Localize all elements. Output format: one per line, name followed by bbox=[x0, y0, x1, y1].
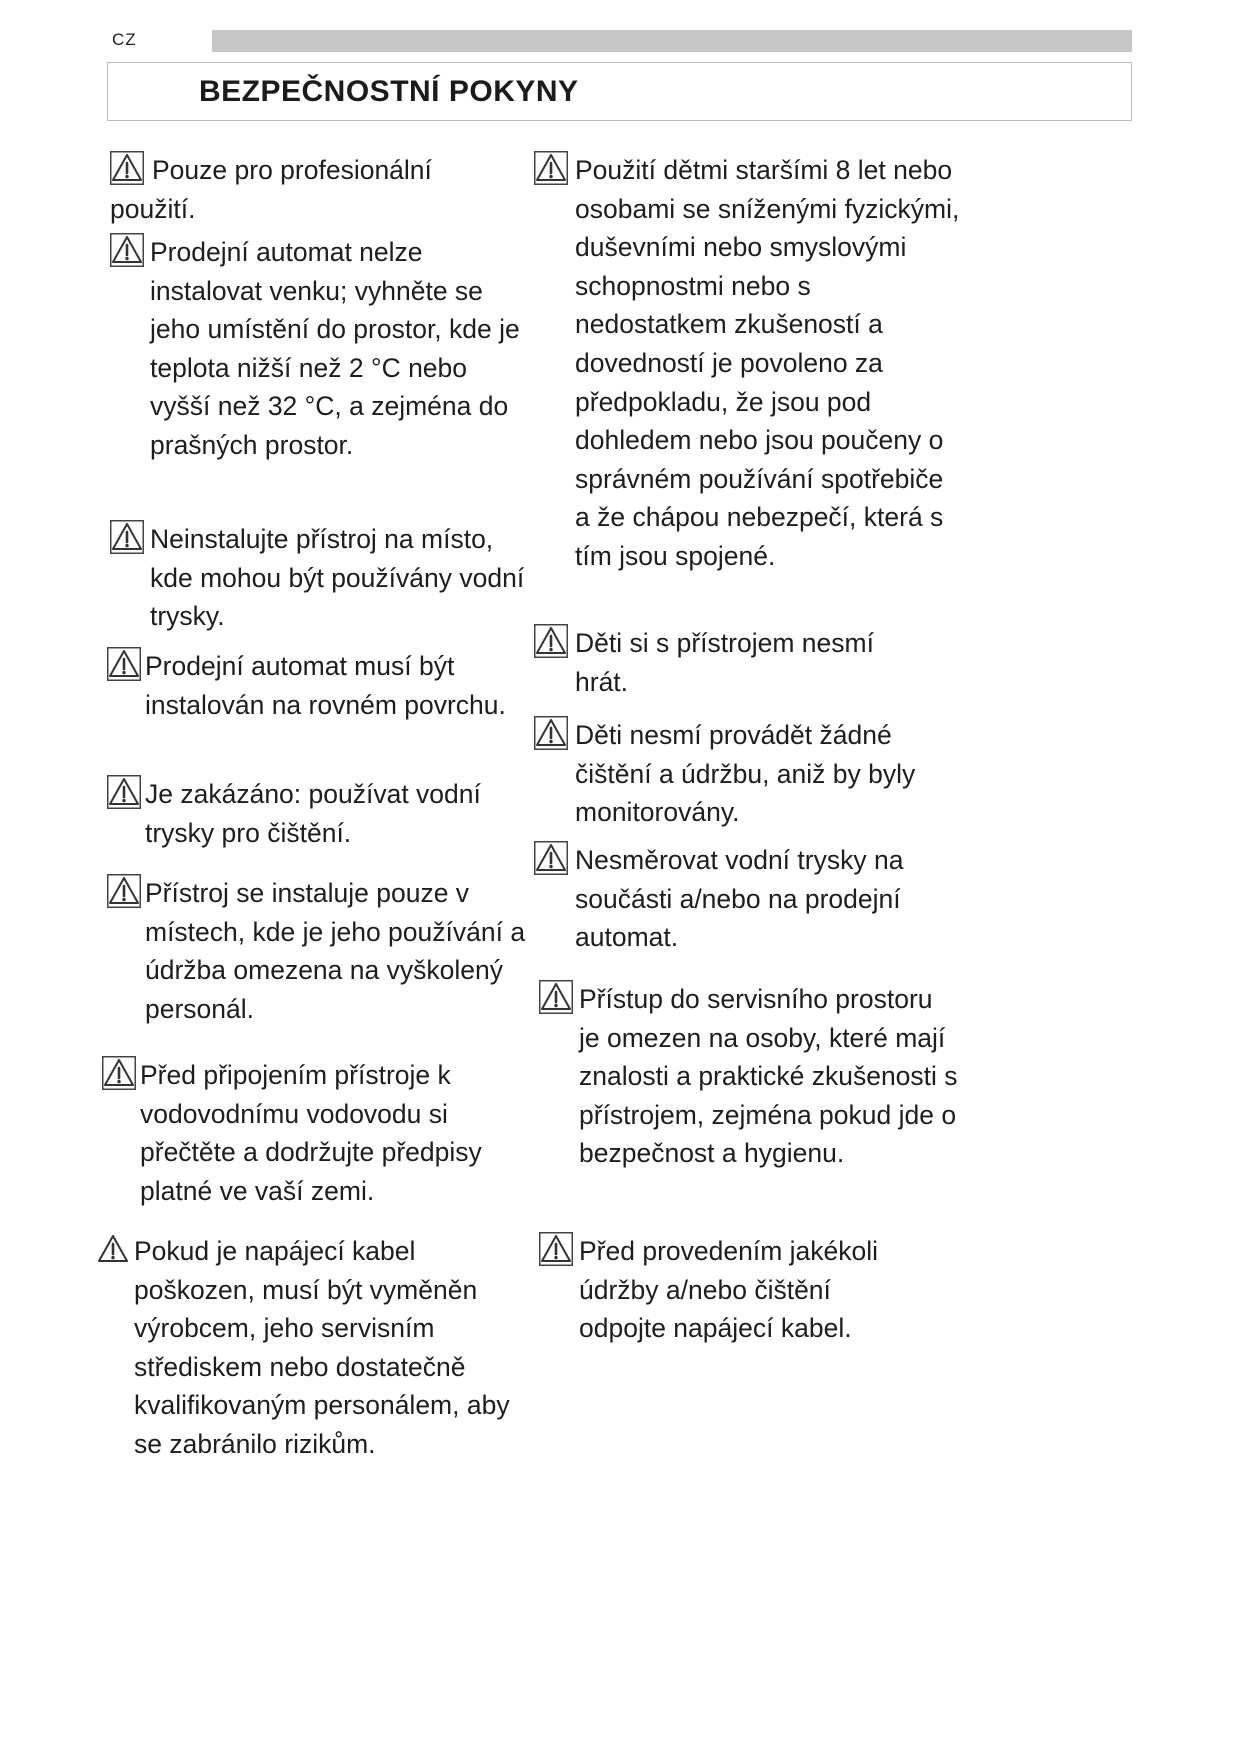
warning-triangle-icon bbox=[534, 624, 568, 658]
safety-item-text: Děti si s přístrojem nesmí hrát. bbox=[575, 628, 874, 697]
safety-item bbox=[110, 520, 530, 636]
warning-triangle-icon bbox=[96, 1232, 130, 1266]
safety-item bbox=[539, 980, 959, 1173]
safety-item-text: Před provedením jakékoli údržby a/nebo čištění odpojte napájecí kabel. bbox=[579, 1236, 879, 1344]
warning-triangle-icon bbox=[534, 716, 568, 750]
warning-triangle-icon bbox=[534, 151, 568, 185]
warning-triangle-icon bbox=[534, 841, 568, 875]
section-title-box bbox=[107, 62, 1132, 121]
safety-item bbox=[102, 1056, 527, 1210]
safety-item bbox=[107, 874, 527, 1028]
header-bar bbox=[212, 30, 1132, 52]
safety-item bbox=[539, 1232, 899, 1348]
safety-item bbox=[96, 1232, 526, 1464]
warning-triangle-icon bbox=[539, 1232, 573, 1266]
safety-item bbox=[534, 624, 934, 701]
safety-item-text: Je zakázáno: používat vodní trysky pro čištění. bbox=[145, 779, 481, 848]
warning-triangle-icon bbox=[107, 647, 141, 681]
warning-triangle-icon bbox=[102, 1056, 136, 1090]
safety-item bbox=[107, 775, 517, 852]
safety-item-text: Neinstalujte přístroj na místo, kde mohou být používány vodní trysky. bbox=[150, 524, 525, 632]
warning-triangle-icon bbox=[110, 233, 144, 267]
warning-triangle-icon bbox=[107, 874, 141, 908]
safety-item bbox=[534, 716, 934, 832]
safety-item bbox=[534, 151, 964, 576]
safety-item-text: Přístup do servisního prostoru je omezen na osoby, které mají znalosti a praktické zkušenosti s přístrojem, zejména pokud jde o bezpečnost a hygienu. bbox=[579, 984, 958, 1169]
safety-item bbox=[110, 151, 520, 228]
warning-triangle-icon bbox=[110, 151, 144, 185]
safety-item bbox=[534, 841, 934, 957]
safety-item-text: Děti nesmí provádět žádné čištění a údržbu, aniž by byly monitorovány. bbox=[575, 720, 916, 828]
safety-item-text: Přístroj se instaluje pouze v místech, kde je jeho používání a údržba omezena na vyškolený personál. bbox=[145, 878, 526, 1024]
safety-item-text: Použití dětmi staršími 8 let nebo osobami se sníženými fyzickými, duševními nebo smyslovými schopnostmi nebo s nedostatkem zkušeností a dovedností je povoleno za předpokladu, že jsou pod dohledem nebo jsou poučeny o správném používání spotřebiče a že chápou nebezpečí, která s tím jsou spojené. bbox=[575, 155, 960, 571]
safety-item-text: Před připojením přístroje k vodovodnímu vodovodu si přečtěte a dodržujte předpisy platné ve vaší zemi. bbox=[140, 1060, 482, 1206]
page-title: BEZPEČNOSTNÍ POKYNY bbox=[199, 75, 579, 108]
safety-item-text: Pokud je napájecí kabel poškozen, musí být vyměněn výrobcem, jeho servisním střediskem nebo dostatečně kvalifikovaným personálem, aby se zabránilo rizikům. bbox=[134, 1236, 510, 1459]
safety-item bbox=[110, 233, 530, 465]
warning-triangle-icon bbox=[110, 520, 144, 554]
safety-item bbox=[107, 647, 517, 724]
language-code: CZ bbox=[112, 30, 137, 49]
safety-item-text: Pouze pro profesionální použití. bbox=[110, 155, 432, 224]
warning-triangle-icon bbox=[539, 980, 573, 1014]
safety-item-text: Nesměrovat vodní trysky na součásti a/nebo na prodejní automat. bbox=[575, 845, 904, 953]
safety-item-text: Prodejní automat nelze instalovat venku; vyhněte se jeho umístění do prostor, kde je teplota nižší než 2 °C nebo vyšší než 32 °C, a zejména do prašných prostor. bbox=[150, 237, 520, 460]
safety-item-text: Prodejní automat musí být instalován na rovném povrchu. bbox=[145, 651, 506, 720]
warning-triangle-icon bbox=[107, 775, 141, 809]
